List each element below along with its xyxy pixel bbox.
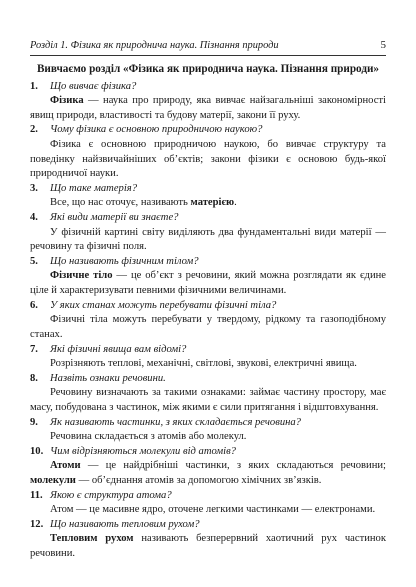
answer [30,138,386,182]
question-text: Чому фізика є основною природничою наукою? [50,124,263,136]
question-number: 8. [30,372,38,384]
answer-text: — це найдрібніші частинки, з яких складаються речовини; [80,460,386,472]
answer [30,313,386,342]
qa-item [30,416,386,445]
question [30,80,386,95]
question-number: 11. [30,489,43,501]
question-text: Як називають частинки, з яких складається речовина? [50,416,301,428]
question [30,299,386,314]
answer-term: Фізика [50,95,84,107]
question [30,255,386,270]
answer [30,386,386,415]
question-text: Що вивчає фізика? [50,80,137,92]
qa-item [30,211,386,255]
answer-term: Фізичне тіло [50,270,113,282]
answer-text: Все, що нас оточує, називають [50,197,191,209]
answer [30,269,386,298]
answer [30,357,386,372]
answer-text: — наука про природу, яка вивчає найзагальніші закономірності явищ природи, властивості та будову матерії, закони її руху. [30,95,386,121]
page-number: 5 [380,39,386,51]
qa-item [30,445,386,489]
question-number: 7. [30,343,38,355]
section-title: Вивчаємо розділ «Фізика як природнича наука. Пізнання природи» [36,63,380,75]
answer-text: У фізичній картині світу виділяють два фундаментальні види матерії — речовину та фізичні поля. [30,226,386,253]
question-number: 5. [30,255,38,267]
answer-term: матерією [190,197,235,209]
question [30,518,386,533]
question-text: Що називають фізичним тілом? [50,255,199,267]
question-number: 9. [30,416,38,428]
qa-item [30,182,386,211]
answer-text: Фізика є основною природничою наукою, бо вивчає структуру та поведінку найзвичайніших об’єктів; закони фізики є основою будь-якої природничої науки. [30,139,386,180]
question-number: 3. [30,182,38,194]
qa-item [30,489,386,518]
qa-item [30,255,386,299]
question-text: Чим відрізняються молекули від атомів? [50,445,236,457]
answer-text: Розрізняють теплові, механічні, світлові, звукові, електричні явища. [50,358,357,370]
question-text: У яких станах можуть перебувати фізичні тіла? [50,299,277,311]
question-number: 10. [30,445,44,457]
answer [30,94,386,123]
answer [30,196,386,211]
qa-item [30,372,386,416]
answer-text: — це об’єкт з речовини, який можна розглядати як єдине ціле й характеризувати певними фізичними величинами. [30,270,386,297]
question-number: 4. [30,212,38,224]
answer-text: . [234,197,237,209]
question [30,372,386,387]
question-text: Якою є структура атома? [50,489,172,501]
question [30,211,386,226]
question-text: Які фізичні явища вам відомі? [50,343,187,355]
answer [30,226,386,255]
qa-item [30,343,386,372]
running-title: Розділ 1. Фізика як природнича наука. Пізнання природи [30,39,279,51]
qa-item [30,299,386,343]
question-number: 2. [30,124,38,136]
answer-term: Атоми [50,460,81,472]
answer-term: Тепловим рухом [50,533,134,545]
question-number: 1. [30,80,38,92]
question [30,416,386,431]
qa-item [30,518,386,562]
answer-text: Речовину визначають за такими ознаками: займає частину простору, має масу, побудована з частинок, між якими є сили притягання і відштовхування. [30,387,386,413]
qa-item [30,80,386,124]
question [30,445,386,460]
question [30,343,386,358]
answer-text: називають безперервний хаотичний рух частинок речовини. [30,533,386,560]
answer [30,459,386,488]
answer-text: — об’єднання атомів за допомогою хімічних зв’язків. [75,475,322,487]
question [30,182,386,197]
answer-text: Фізичні тіла можуть перебувати у твердому, рідкому та газоподібному станах. [30,314,386,340]
running-header [30,38,386,56]
answer [30,430,386,445]
question-number: 12. [30,518,44,530]
qa-list [30,80,386,562]
question [30,123,386,138]
question [30,489,386,504]
answer-term: молекули [30,475,76,487]
question-text: Які види матерії ви знаєте? [50,212,179,224]
content [30,62,386,562]
answer-text: Речовина складається з атомів або молекул. [50,431,247,443]
answer [30,532,386,561]
qa-item [30,123,386,181]
question-text: Назвіть ознаки речовини. [50,372,166,384]
question-text: Що називають тепловим рухом? [50,518,200,530]
answer-text: Атом — це масивне ядро, оточене легкими частинками — електронами. [50,504,376,516]
question-text: Що таке матерія? [50,182,137,194]
question-number: 6. [30,299,38,311]
answer [30,503,386,518]
